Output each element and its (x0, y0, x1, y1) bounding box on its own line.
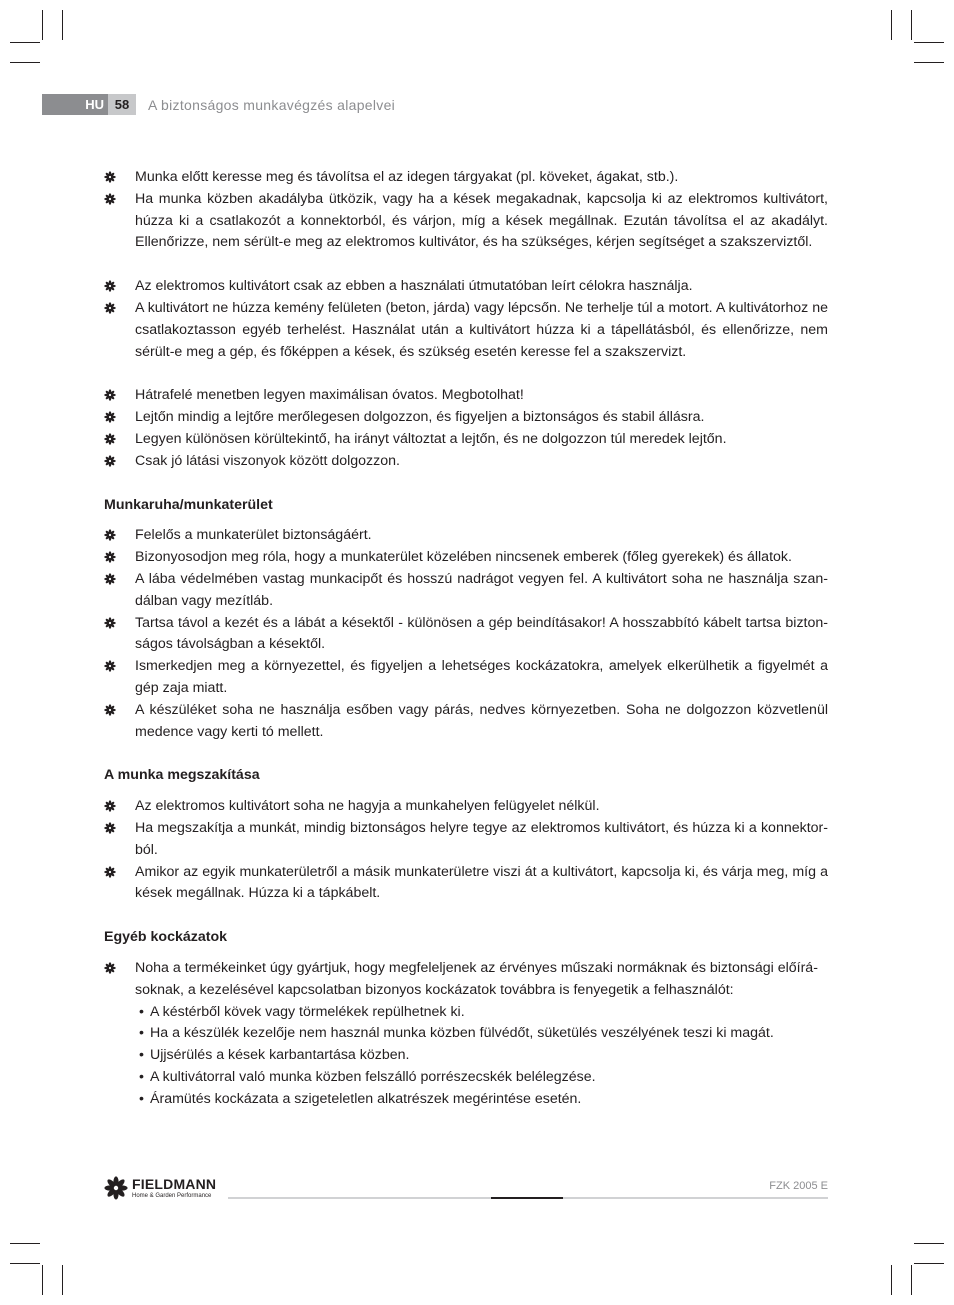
brand-logo (104, 1176, 216, 1200)
crop-mark (914, 1263, 944, 1264)
page-header (42, 94, 395, 115)
sub-list (135, 1002, 828, 1111)
list-item-text: Az elektromos kultivátort csak az ebben a használati útmutatóban leírt célokra használja. (135, 278, 693, 295)
flower-bullet-icon (104, 455, 116, 467)
crop-mark (914, 62, 944, 63)
crop-mark (10, 1243, 40, 1244)
list-item (104, 407, 828, 429)
list-item (104, 547, 828, 569)
crop-mark (62, 1265, 63, 1295)
list-item-text: Ha megszakítja a munkát, mindig biztonságos helyre tegye az elektromos kultivátort, és húzza ki a konnektor-ból. (135, 819, 828, 858)
bullet-list (104, 796, 828, 905)
list-item (104, 429, 828, 451)
flower-bullet-icon (104, 280, 116, 292)
list-item-text: Munka előtt keresse meg és távolítsa el az idegen tárgyakat (pl. köveket, ágakat, stb.). (135, 169, 679, 185)
section-heading: A munka megszakítása (104, 767, 260, 784)
crop-mark (911, 1265, 912, 1295)
dot-bullet: • (139, 1090, 144, 1107)
list-item (104, 613, 828, 657)
sub-list-item-text: Áramütés kockázata a szigeteletlen alkatrészek megérintése esetén. (150, 1090, 582, 1107)
list-item (104, 167, 828, 189)
crop-mark (42, 1265, 43, 1295)
fieldmann-logo-icon (104, 1176, 128, 1200)
list-item (104, 525, 828, 547)
list-item-text: Noha a termékeinket úgy gyártjuk, hogy megfeleljenek az érvényes műszaki normáknak és biztonsági előírá-soknak, a kezelésével kapcsolatban bizonyos kockázatok továbbra is fenyegetik a felhasználót: (135, 959, 818, 998)
sub-list-item (135, 1089, 828, 1111)
list-item-text: Hátrafelé menetben legyen maximálisan óvatos. Megbotolhat! (135, 387, 524, 404)
list-item (104, 862, 828, 906)
flower-bullet-icon (104, 433, 116, 445)
list-item (104, 796, 828, 818)
flower-bullet-icon (104, 193, 116, 205)
flower-bullet-icon (104, 302, 116, 314)
list-item-text: Felelős a munkaterület biztonságáért. (135, 527, 372, 544)
flower-bullet-icon (104, 617, 116, 629)
brand-tagline: Home & Garden Performance (132, 1192, 212, 1199)
list-item-text: Lejtőn mindig a lejtőre merőlegesen dolgozzon, és figyeljen a biztonságos és stabil állásra. (135, 409, 705, 426)
list-item (104, 385, 828, 407)
language-badge: HU (42, 94, 108, 115)
list-item (104, 700, 828, 744)
flower-bullet-icon (104, 800, 116, 812)
flower-bullet-icon (104, 529, 116, 541)
list-item (104, 958, 828, 1111)
flower-bullet-icon (104, 411, 116, 423)
list-item-text: Tartsa távol a kezét és a lábát a késektől - különösen a gép beindításakor! A hosszabbító kábelt tartsa bizton-ságos távolságban a késektől. (135, 614, 828, 653)
sub-list-item (135, 1023, 828, 1045)
section-title: A biztonságos munkavégzés alapelvei (148, 96, 396, 113)
list-item-text: Legyen különösen körültekintő, ha irányt változtat a lejtőn, és ne dolgozzon túl meredek lejtőn. (135, 430, 727, 447)
flower-bullet-icon (104, 660, 116, 672)
sub-list-item (135, 1002, 828, 1024)
page-number: 58 (108, 94, 136, 115)
dot-bullet: • (139, 1003, 144, 1020)
list-item-text: Amikor az egyik munkaterületről a másik munkaterületre viszi át a kultivátort, kapcsolja ki, és várja meg, míg a kések megállnak. Húzza ki a tápkábelt. (135, 863, 828, 902)
crop-mark (62, 10, 63, 40)
sub-list-item-text: A késtérből kövek vagy törmelékek repülhetnek ki. (150, 1003, 465, 1020)
crop-mark (911, 10, 912, 40)
flower-bullet-icon (104, 551, 116, 563)
dot-bullet: • (139, 1047, 144, 1064)
dot-bullet: • (139, 1068, 144, 1085)
sub-list-item (135, 1045, 828, 1067)
list-item-text: Csak jó látási viszonyok között dolgozzon. (135, 452, 400, 469)
flower-bullet-icon (104, 171, 116, 183)
section-heading: Munkaruha/munkaterület (104, 496, 273, 513)
list-item-text: Ha munka közben akadályba ütközik, vagy ha a kések megakadnak, kapcsolja ki az elektromos kultivátort, húzza ki a csatlakozót a konnektorból, és várjon, míg a kések megállnak. Ezután távolítsa el az akadályt. Ellenőrizze, nem sérült-e meg az elektromos kultivátor, és ha szükséges, kérjen segítséget a szakszerviztől. (135, 190, 828, 251)
crop-mark (42, 10, 43, 40)
list-item-text: A kultivátort ne húzza kemény felületen (beton, járda) vagy lépcsőn. Ne terhelje túl a motort. A kultivátorhoz ne csatlakoztasson egyéb terhelést. Használat után a kultivátort húzza ki a tápellátásból, és ellenőrizze, nem sérült-e meg a gép, és főképpen a kések, és szükség esetén keresse fel a szakszervizt. (135, 299, 828, 360)
flower-bullet-icon (104, 866, 116, 878)
bullet-list (104, 276, 828, 363)
list-item (104, 189, 828, 254)
footer-rule (228, 1197, 828, 1199)
list-item (104, 451, 828, 473)
sub-list-item-text: A kultivátorral való munka közben felszálló porrészecskék belélegzése. (150, 1068, 596, 1085)
bullet-list (104, 385, 828, 472)
bullet-list (104, 167, 828, 254)
list-item-text: Bizonyosodjon meg róla, hogy a munkaterület közelében nincsenek emberek (főleg gyerekek) és állatok. (135, 549, 792, 566)
flower-bullet-icon (104, 573, 116, 585)
crop-mark (10, 42, 40, 43)
flower-bullet-icon (104, 962, 116, 974)
list-item (104, 656, 828, 700)
list-item (104, 818, 828, 862)
crop-mark (891, 1265, 892, 1295)
flower-bullet-icon (104, 822, 116, 834)
list-item-text: Ismerkedjen meg a környezettel, és figyeljen a lehetséges kockázatokra, amelyek elkerülhetik a figyelmét a gép zaja miatt. (135, 658, 828, 696)
crop-mark (891, 10, 892, 40)
sub-list-item-text: Ha a készülék kezelője nem használ munka közben fülvédőt, süketülés veszélyének teszi ki magát. (150, 1025, 774, 1042)
list-item (104, 276, 828, 298)
flower-bullet-icon (104, 704, 116, 716)
section-heading: Egyéb kockázatok (104, 929, 228, 946)
crop-mark (914, 1243, 944, 1244)
list-item-text: A készüléket soha ne használja esőben vagy párás, nedves környezetben. Soha ne dolgozzon közvetlenül medence vagy kerti tó mellett. (135, 701, 828, 740)
list-item-text: Az elektromos kultivátort soha ne hagyja a munkahelyen felügyelet nélkül. (135, 798, 600, 815)
bullet-list (104, 525, 828, 743)
crop-mark (10, 62, 40, 63)
crop-mark (914, 42, 944, 43)
sub-list-item-text: Ujjsérülés a kések karbantartása közben. (150, 1047, 410, 1064)
list-item-text: A lába védelmében vastag munkacipőt és hosszú nadrágot vegyen fel. A kultivátort soha ne használja szan-dálban vagy mezítláb. (135, 570, 828, 609)
model-number: FZK 2005 E (769, 1180, 828, 1192)
bullet-list (104, 958, 828, 1111)
brand-name: FIELDMANN (132, 1175, 217, 1192)
flower-bullet-icon (104, 389, 116, 401)
main-content (104, 167, 828, 1132)
list-item (104, 298, 828, 363)
list-item (104, 569, 828, 613)
crop-mark (10, 1263, 40, 1264)
sub-list-item (135, 1067, 828, 1089)
dot-bullet: • (139, 1025, 144, 1042)
